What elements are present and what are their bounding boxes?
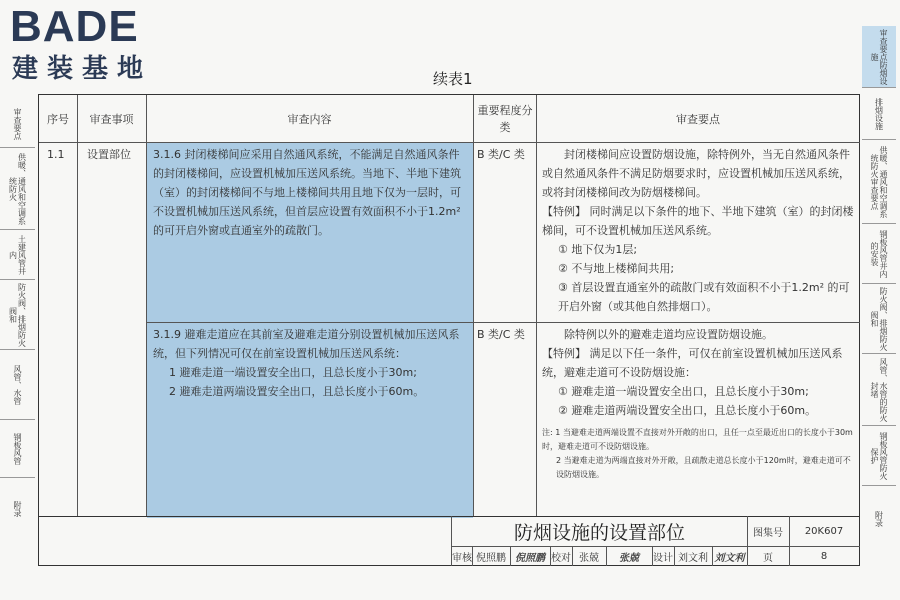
- side-tab-fire-dampers[interactable]: 防火阀、排烟防火阀和: [0, 280, 35, 350]
- side-tab-smoke-exhaust[interactable]: 排烟设施: [862, 88, 896, 140]
- content-item: 1 避难走道一端设置安全出口，且总长度小于30m;: [169, 366, 417, 379]
- points-3-1-9: [542, 325, 856, 482]
- condition-item: ① 避难走道一端设置安全出口，且总长度小于30m;: [558, 385, 809, 398]
- side-tab-ducts-pipes[interactable]: 风管、水管: [0, 350, 35, 420]
- atlas-label: 图集号: [753, 528, 783, 539]
- side-tab-dampers[interactable]: 防火阀、排烟防火阀和: [862, 284, 896, 354]
- side-tab-hvac-fire[interactable]: 供暖、通风和空调系统防火: [0, 148, 35, 230]
- condition-item: ② 避难走道两端设置安全出口，且总长度小于60m。: [558, 404, 817, 417]
- check-label: 校对: [551, 552, 571, 564]
- content-3-1-6: 3.1.6 封闭楼梯间应采用自然通风系统，不能满足自然通风条件的封闭楼梯间，应设置机械加压送风系统。当地下、半地下建筑（室）的封闭楼梯间不与地上楼梯间共用且地下仅为一层时，可不设置机械加压送风系统，但首层应设置有效面积不小于1.2m²的可开启外窗或直通室外的疏散门。: [153, 148, 461, 237]
- note-2: 2 当避难走道为两端直接对外开敞，且疏散走道总长度小于120m时，避难走道可不设防烟设施。: [556, 456, 851, 479]
- review-label: 审核: [452, 552, 472, 564]
- header-item: 审查事项: [89, 112, 134, 126]
- header-content: 审查内容: [287, 112, 332, 126]
- header-level: 重要程度分类: [477, 103, 533, 134]
- row-item: 设置部位: [87, 148, 131, 161]
- side-tab-duct-shaft[interactable]: 土建风管井内: [0, 230, 35, 280]
- designer-name: 刘文利: [678, 552, 708, 564]
- side-tab-appendix[interactable]: 附录: [13, 501, 22, 517]
- page-label: 页: [763, 552, 773, 564]
- designer-signature: 刘文利: [714, 552, 745, 564]
- page-title: 续表1: [433, 70, 473, 88]
- brand-logo: BADE: [10, 2, 139, 51]
- notes: [542, 426, 856, 482]
- content-text: 3.1.9 避难走道应在其前室及避难走道分别设置机械加压送风系统，但下列情况可仅在前室设置机械加压送风系统：: [153, 328, 460, 360]
- side-nav-left: [0, 100, 35, 540]
- points-main: 封闭楼梯间应设置防烟设施，除特例外，当无自然通风条件或自然通风条件不满足防烟要求时，应设置机械加压送风系统，或将封闭楼梯间改为防烟楼梯间。: [542, 148, 850, 199]
- side-nav-right: [862, 26, 896, 552]
- checker-name: 张兢: [579, 552, 599, 564]
- side-tab-hvac-review[interactable]: 供暖、通风和空调系统防火审查要点: [862, 140, 896, 224]
- level-3-1-6: B 类/C 类: [477, 148, 525, 161]
- condition-item: ③ 首层设置直通室外的疏散门或有效面积不小于1.2m² 的可开启外窗（或其他自然排烟口）。: [558, 281, 850, 313]
- points-3-1-6: [542, 145, 856, 316]
- header-seq: 序号: [47, 112, 69, 126]
- review-table: [38, 94, 860, 566]
- side-tab-steel-ducts[interactable]: 钢板风管: [0, 420, 35, 478]
- points-main: 除特例以外的避难走道均应设置防烟设施。: [564, 328, 773, 341]
- brand-logo-chinese: 建装基地: [12, 54, 153, 84]
- side-tab-firestop[interactable]: 风管、水管的防火封堵: [862, 354, 896, 426]
- atlas-number: 20K607: [804, 526, 844, 537]
- drawing-title: 防烟设施的设置部位: [513, 522, 685, 544]
- side-tab-shaft-install[interactable]: 钢板风管井内的安装: [862, 224, 896, 284]
- side-tab-review-points[interactable]: 审查要点: [0, 100, 35, 148]
- note-1: 注: 1 当避难走道两端设置不直接对外开敞的出口，且任一点至最近出口的长度小于30m时，避难走道可不设防烟设施。: [542, 428, 853, 451]
- condition-item: ① 地下仅为1层;: [558, 243, 638, 256]
- reviewer-name: 倪照鹏: [476, 552, 506, 564]
- reviewer-signature: 倪照鹏: [515, 552, 545, 564]
- side-tab-duct-protection[interactable]: 钢板风管防火保护: [862, 426, 896, 486]
- level-3-1-9: B 类/C 类: [477, 328, 525, 341]
- design-label: 设计: [653, 552, 673, 564]
- checker-signature: 张兢: [619, 552, 639, 564]
- side-tab-appendix-right[interactable]: 附录: [874, 511, 884, 527]
- row-seq: 1.1: [47, 148, 65, 161]
- content-3-1-9: [153, 325, 467, 401]
- special-case: 【特例】 同时满足以下条件的地下、半地下建筑（室）的封闭楼梯间，可不设置机械加压送风系统。: [542, 205, 854, 237]
- content-item: 2 避难走道两端设置安全出口，且总长度小于60m。: [169, 385, 425, 398]
- side-tab-smoke-prevention[interactable]: 审查要点防烟设施: [862, 26, 896, 88]
- header-points: 审查要点: [676, 112, 720, 126]
- special-case: 【特例】 满足以下任一条件，可仅在前室设置机械加压送风系统，避难走道可不设防烟设施：: [542, 347, 843, 379]
- condition-item: ② 不与地上楼梯间共用;: [558, 262, 675, 275]
- page-number: 8: [820, 550, 828, 562]
